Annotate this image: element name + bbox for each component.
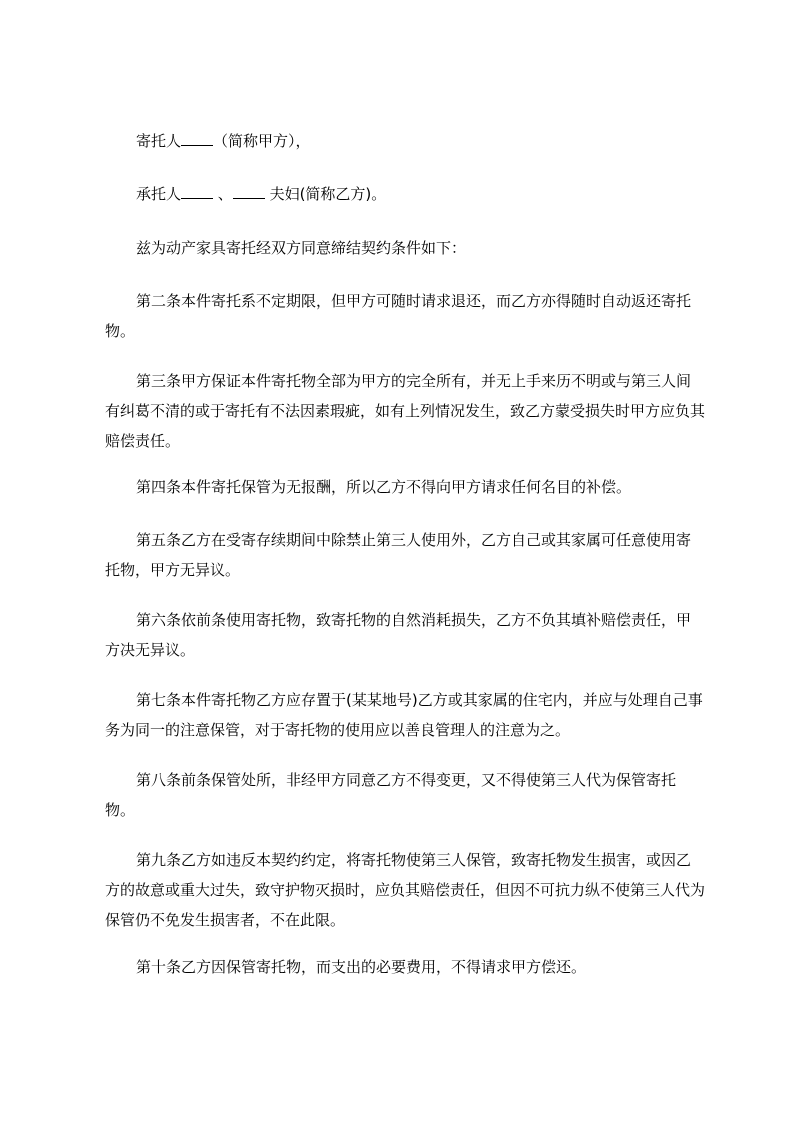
depositor-suffix: （简称甲方），: [213, 132, 311, 150]
custodian-separator: 、: [213, 185, 233, 203]
depositor-line: [105, 126, 705, 156]
clause-2: 第二条本件寄托系不定期限，但甲方可随时请求退还，而乙方亦得随时自动返还寄托物。: [105, 292, 692, 340]
clause-10: 第十条乙方因保管寄托物，而支出的必要费用，不得请求甲方偿还。: [136, 958, 587, 976]
depositor-name-blank: [181, 131, 213, 146]
clause-3: 第三条甲方保证本件寄托物全部为甲方的完全所有，并无上手来历不明或与第三人间有纠葛不清的或于寄托有不法因素瑕疵，如有上列情况发生，致乙方蒙受损失时甲方应负其赔偿责任。: [105, 372, 706, 450]
custodian-label: 承托人: [136, 185, 182, 203]
clause-9: 第九条乙方如违反本契约约定，将寄托物使第三人保管，致寄托物发生损害，或因乙方的故意或重大过失，致守护物灭损时，应负其赔偿责任，但因不可抗力纵不使第三人代为保管仍不免发生损害者，不在此限。: [105, 851, 706, 929]
clause-5: 第五条乙方在受寄存续期间中除禁止第三人使用外，乙方自己或其家属可任意使用寄托物，甲方无异议。: [105, 531, 692, 579]
clause-6: 第六条依前条使用寄托物，致寄托物的自然消耗损失，乙方不负其填补赔偿责任，甲方决无异议。: [105, 611, 692, 659]
custodian-suffix: 夫妇(简称乙方)。: [264, 185, 387, 203]
clause-7: 第七条本件寄托物乙方应存置于(某某地号)乙方或其家属的住宅内，并应与处理自己事务为同一的注意保管，对于寄托物的使用应以善良管理人的注意为之。: [105, 691, 703, 739]
depositor-label: 寄托人: [136, 132, 182, 150]
clause-4: 第四条本件寄托保管为无报酬，所以乙方不得向甲方请求任何名目的补偿。: [136, 478, 632, 496]
custodian-name-blank-2: [233, 184, 265, 199]
custodian-name-blank-1: [181, 184, 213, 199]
preamble-paragraph: 兹为动产家具寄托经双方同意缔结契约条件如下：: [136, 239, 467, 257]
custodian-line: [105, 179, 705, 209]
clause-8: 第八条前条保管处所，非经甲方同意乙方不得变更，又不得使第三人代为保管寄托物。: [105, 771, 677, 819]
